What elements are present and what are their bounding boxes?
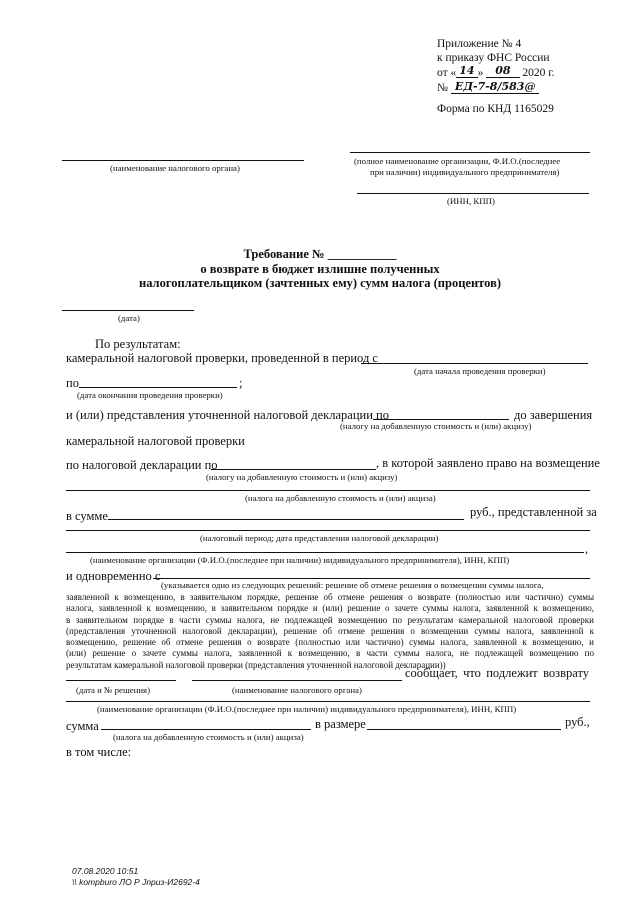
in-sum-label: в сумме bbox=[66, 509, 108, 523]
tax-caption-3: (налога на добавленную стоимость и (или) акциза) bbox=[245, 493, 436, 503]
order-reference: к приказу ФНС России bbox=[437, 52, 550, 64]
in-amount-text: в размере bbox=[315, 717, 366, 731]
appendix-label: Приложение № 4 bbox=[437, 38, 522, 50]
until-end-text: до завершения bbox=[514, 408, 593, 422]
po-label: по bbox=[66, 376, 79, 390]
declaration-by-text: по налоговой декларации по bbox=[66, 458, 218, 472]
requirement-title: Требование № ___________ bbox=[243, 247, 397, 261]
semicolon: ; bbox=[239, 376, 243, 390]
amount-line bbox=[367, 729, 561, 730]
tax-authority-line bbox=[62, 160, 304, 161]
date-prefix: от « bbox=[437, 67, 457, 79]
refund-right-text: , в которой заявлено право на возмещение bbox=[376, 456, 600, 470]
date-caption: (дата) bbox=[118, 313, 140, 323]
requirement-subtitle-1: о возврате в бюджет излишне полученных bbox=[200, 262, 440, 276]
footer-timestamp: 07.08.2020 10:51 bbox=[72, 866, 139, 876]
desk-audit-text: камеральной налоговой проверки, проведенной в период с bbox=[66, 351, 378, 365]
organization-line-2 bbox=[66, 552, 584, 553]
sum-label: сумма bbox=[66, 719, 99, 733]
organization-caption-1: (полное наименование организации, Ф.И.О.(последнее bbox=[354, 156, 561, 166]
order-date bbox=[437, 66, 587, 79]
inn-caption: (ИНН, КПП) bbox=[447, 196, 495, 206]
decision-text-first: (указывается одно из следующих решений: решение об отмене решения о возмещении суммы налога, bbox=[161, 580, 544, 590]
revised-declaration-line bbox=[373, 419, 509, 420]
period-caption: (налоговый период; дата представления налоговой декларации) bbox=[200, 533, 439, 543]
decision-date-line bbox=[66, 680, 176, 681]
decision-text-block bbox=[66, 592, 594, 671]
desk-audit-text-2: камеральной налоговой проверки bbox=[66, 434, 245, 448]
organization-line-3 bbox=[66, 701, 590, 702]
decision-date-caption: (дата и № решения) bbox=[76, 685, 151, 695]
decision-line-1: заявленной к возмещению, в заявительном порядке, решение об отмене решения о возврате (полностью или частично) суммы bbox=[66, 592, 594, 602]
decision-line-2: налога, заявленной к возмещению, в заявительном порядке и (или) решение о зачете суммы налога, заявленной к возмещению, bbox=[66, 603, 594, 614]
order-number bbox=[437, 81, 539, 94]
period-line bbox=[66, 530, 590, 531]
inn-line bbox=[357, 193, 589, 194]
form-code: Форма по КНД 1165029 bbox=[437, 103, 554, 115]
rub-presented-text: руб., представленной за bbox=[470, 505, 597, 519]
number-value: ЕД-7-8/583@ bbox=[451, 80, 540, 94]
rub-text: руб., bbox=[565, 715, 590, 729]
decision-line-3: в заявительном порядке в части суммы налога, не подлежащей возмещению по результатам камеральной налоговой проверки bbox=[66, 614, 594, 625]
organization-inn-caption: (наименование организации (Ф.И.О.(последнее при наличии) индивидуального предпринимателя), ИНН, КПП) bbox=[90, 555, 510, 565]
declaration-tax-line bbox=[211, 469, 376, 470]
sum-line bbox=[108, 519, 464, 520]
decision-line bbox=[153, 578, 590, 579]
organization-line bbox=[350, 152, 590, 153]
end-date-caption: (дата окончания проведения проверки) bbox=[77, 390, 223, 400]
results-label: По результатам: bbox=[95, 337, 181, 351]
tax-caption-1: (налогу на добавленную стоимость и (или) акцизу) bbox=[340, 421, 532, 431]
comma-mark: , bbox=[585, 542, 589, 556]
requirement-subtitle-2: налогоплательщиком (зачтенных ему) сумм налога (процентов) bbox=[139, 276, 501, 290]
revised-declaration-text: и (или) представления уточненной налоговой декларации по bbox=[66, 408, 389, 422]
organization-inn-caption-2: (наименование организации (Ф.И.О.(последнее при наличии) индивидуального предпринимателя), ИНН, КПП) bbox=[97, 704, 517, 714]
start-date-caption: (дата начала проведения проверки) bbox=[414, 366, 546, 376]
sum-tax-line bbox=[101, 729, 311, 730]
footer-path: \\ kompburo ЛО Р Jnpuз-И2692-4 bbox=[72, 877, 200, 887]
tax-caption-4: (налога на добавленную стоимость и (или) акциза) bbox=[113, 732, 304, 742]
end-date-line bbox=[79, 387, 237, 388]
date-line bbox=[62, 310, 194, 311]
date-year: 2020 г. bbox=[522, 67, 555, 79]
date-day: 14 bbox=[456, 64, 477, 78]
date-mid: » bbox=[477, 67, 484, 79]
tax-authority-caption: (наименование налогового органа) bbox=[110, 163, 240, 173]
start-date-line bbox=[361, 363, 588, 364]
tax-authority-line-2 bbox=[192, 680, 402, 681]
decision-line-7: результатам камеральной налоговой проверки (представления уточненной налоговой декларации)) bbox=[66, 659, 446, 670]
including-label: в том числе: bbox=[66, 745, 132, 759]
reports-text: сообщает, что подлежит возврату bbox=[405, 666, 589, 680]
decision-line-4: (представления уточненной налоговой декларации), решение об отмене решения о возмещении суммы налога, заявленной к bbox=[66, 625, 594, 636]
decision-line-5: возмещению, решение об отмене решения о возврате (полностью или частично) суммы налога, заявленной к возмещению, и bbox=[66, 637, 594, 648]
tax-caption-2: (налогу на добавленную стоимость и (или) акцизу) bbox=[206, 472, 398, 482]
tax-kind-line bbox=[66, 490, 590, 491]
decision-line-6: (или) решение о зачете суммы налога, заявленной к возмещению, в части суммы налога, не подлежащей возмещению по bbox=[66, 648, 594, 659]
organization-caption-2: при наличии) индивидуального предпринимателя) bbox=[370, 167, 560, 177]
tax-authority-caption-2: (наименование налогового органа) bbox=[232, 685, 362, 695]
number-prefix: № bbox=[437, 82, 448, 94]
simultaneously-text: и одновременно с bbox=[66, 569, 161, 583]
date-month: 08 bbox=[486, 64, 519, 78]
